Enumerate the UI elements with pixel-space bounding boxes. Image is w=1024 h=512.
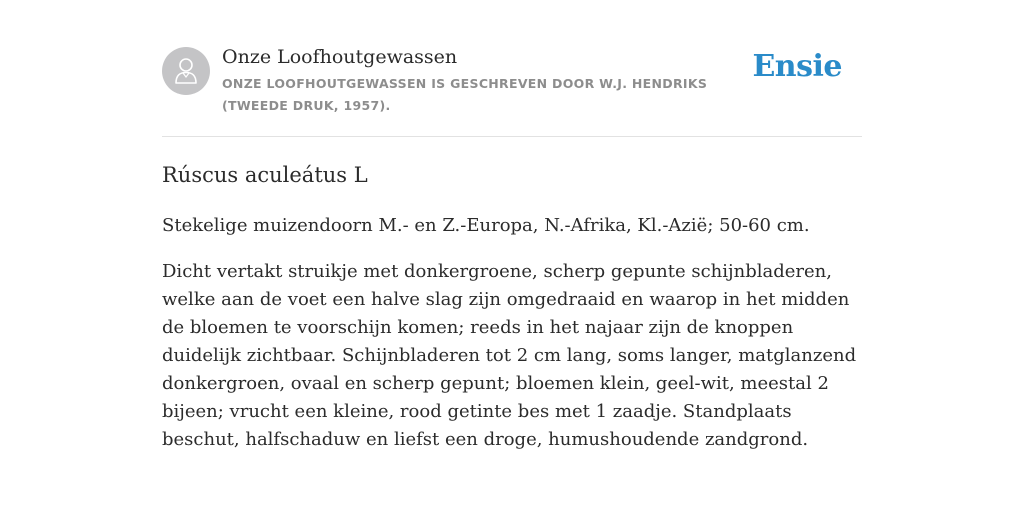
user-silhouette-icon bbox=[174, 57, 198, 85]
entry-content bbox=[162, 158, 862, 472]
entry-paragraph: Dicht vertakt struikje met donkergroene, scherp gepunte schijnbladeren, welke aan de voet een halve slag zijn omgedraaid en waarop in het midden de bloemen te voorschijn komen; reeds in het najaar zijn de knoppen duidelijk zichtbaar. Schijnbladeren tot 2 cm lang, soms langer, matglanzend donkergroen, ovaal en scherp gepunt; bloemen klein, geel-wit, meestal 2 bijeen; vrucht een kleine, rood getinte bes met 1 zaadje. Standplaats beschut, halfschaduw en liefst een droge, humushoudende zandgrond. bbox=[162, 261, 857, 450]
source-subtitle: ONZE LOOFHOUTGEWASSEN IS GESCHREVEN DOOR W.J. HENDRIKS (TWEEDE DRUK, 1957). bbox=[222, 76, 708, 113]
source-header bbox=[162, 44, 862, 137]
avatar[interactable] bbox=[162, 47, 210, 95]
source-title[interactable]: Onze Loofhoutgewassen bbox=[222, 46, 458, 68]
entry-title: Rúscus aculeátus L bbox=[162, 163, 368, 187]
entry-paragraph: Stekelige muizendoorn M.- en Z.-Europa, N.-Afrika, Kl.-Azië; 50-60 cm. bbox=[162, 215, 810, 236]
brand-logo[interactable]: Ensie bbox=[752, 49, 842, 84]
